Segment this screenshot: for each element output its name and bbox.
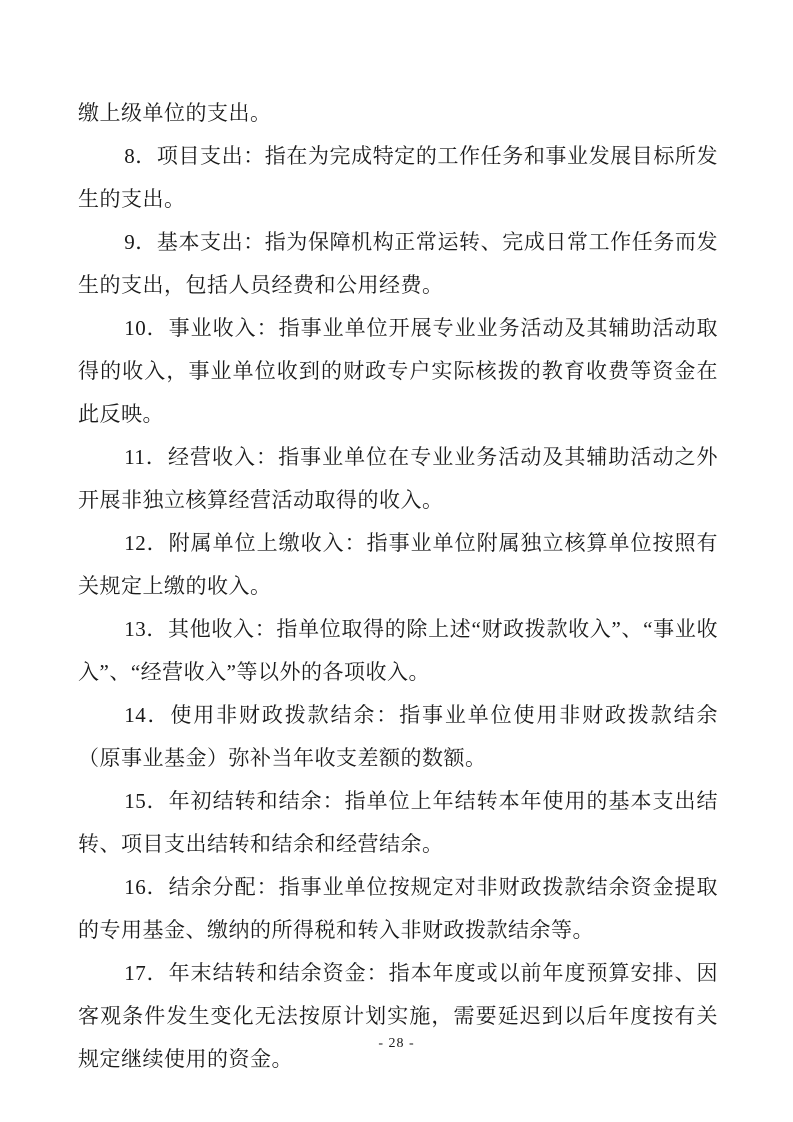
paragraph-item-11: 11．经营收入：指事业单位在专业业务活动及其辅助活动之外开展非独立核算经营活动取得的收入。 (78, 445, 718, 512)
paragraph-continuation: 缴上级单位的支出。 (78, 101, 272, 125)
document-body (78, 92, 718, 1081)
paragraph-item-12: 12．附属单位上缴收入：指事业单位附属独立核算单位按照有关规定上缴的收入。 (78, 531, 718, 598)
page-footer (0, 1034, 793, 1054)
paragraph-item-15: 15．年初结转和结余：指单位上年结转本年使用的基本支出结转、项目支出结转和结余和经营结余。 (78, 789, 718, 856)
page-number: - 28 - (378, 1036, 415, 1051)
paragraph-item-10: 10．事业收入：指事业单位开展专业业务活动及其辅助活动取得的收入，事业单位收到的财政专户实际核拨的教育收费等资金在此反映。 (78, 316, 718, 426)
paragraph-item-8: 8．项目支出：指在为完成特定的工作任务和事业发展目标所发生的支出。 (78, 144, 718, 211)
paragraph-item-14: 14．使用非财政拨款结余：指事业单位使用非财政拨款结余（原事业基金）弥补当年收支差额的数额。 (78, 703, 718, 770)
paragraph-item-13: 13．其他收入：指单位取得的除上述“财政拨款收入”、“事业收入”、“经营收入”等以外的各项收入。 (78, 617, 718, 684)
paragraph-item-16: 16．结余分配：指事业单位按规定对非财政拨款结余资金提取的专用基金、缴纳的所得税和转入非财政拨款结余等。 (78, 875, 718, 942)
paragraph-item-17: 17．年末结转和结余资金：指本年度或以前年度预算安排、因客观条件发生变化无法按原计划实施，需要延迟到以后年度按有关规定继续使用的资金。 (78, 961, 718, 1071)
paragraph-item-9: 9．基本支出：指为保障机构正常运转、完成日常工作任务而发生的支出，包括人员经费和公用经费。 (78, 230, 718, 297)
